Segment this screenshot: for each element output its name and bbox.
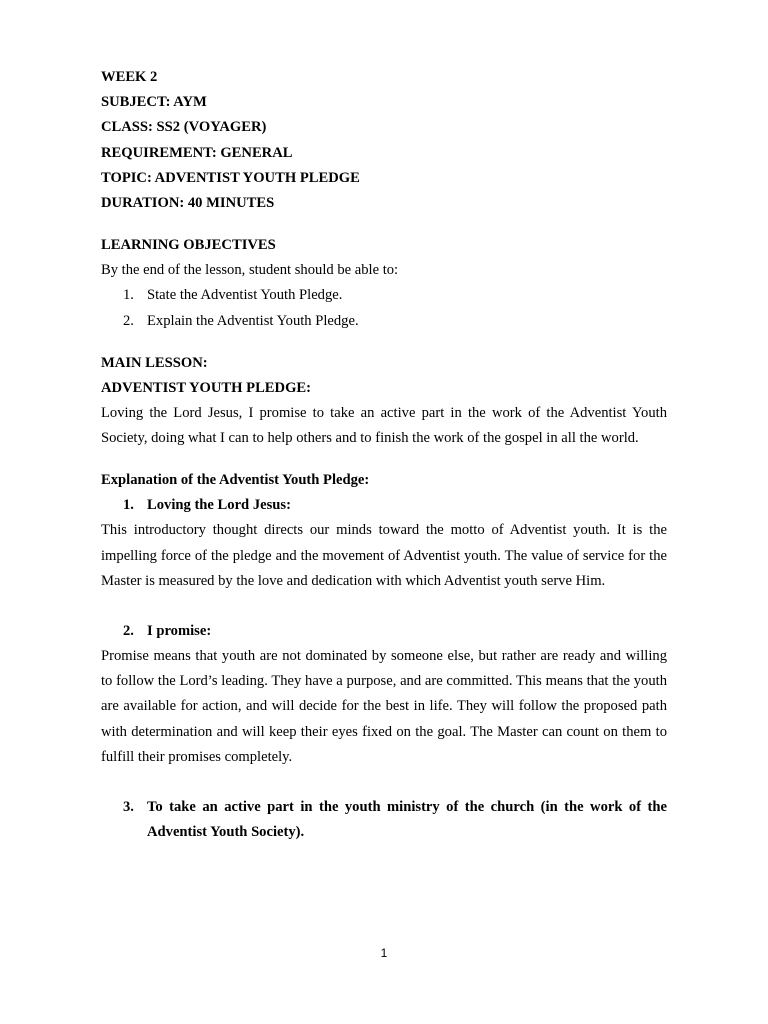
- subject-label: SUBJECT: AYM: [101, 94, 207, 111]
- class-label: CLASS: SS2 (VOYAGER): [101, 119, 267, 136]
- point-body: Promise means that youth are not dominated by someone else, but rather are ready and willing to follow the Lord’s leading. They have a purpose, and are committed. This means that the youth are available for action, and will decide for the best in life. They will follow the proposed path with determination and will keep their eyes fixed on the goal. The Master can count on them to fulfill their promises completely.: [101, 648, 667, 765]
- explanation-section: [101, 468, 667, 845]
- objective-number: 1.: [123, 287, 134, 304]
- main-lesson-heading: MAIN LESSON:: [101, 354, 208, 371]
- page-number: 1: [380, 946, 388, 960]
- point-title: I promise:: [147, 622, 212, 639]
- explanation-point-title: [101, 795, 667, 845]
- topic-label: TOPIC: ADVENTIST YOUTH PLEDGE: [101, 169, 360, 186]
- objective-text: Explain the Adventist Youth Pledge.: [147, 312, 359, 329]
- spacer: [101, 787, 667, 795]
- main-lesson-section: [101, 351, 667, 452]
- spacer: [101, 216, 667, 233]
- objective-text: State the Adventist Youth Pledge.: [147, 287, 343, 304]
- objectives-heading: LEARNING OBJECTIVES: [101, 236, 276, 253]
- explanation-heading: Explanation of the Adventist Youth Pledge:: [101, 472, 370, 489]
- point-number: 2.: [123, 622, 134, 639]
- spacer: [101, 594, 667, 611]
- explanation-point-title: [101, 493, 667, 518]
- objective-item: [101, 309, 667, 334]
- point-title: Loving the Lord Jesus:: [147, 497, 291, 514]
- pledge-heading: ADVENTIST YOUTH PLEDGE:: [101, 379, 312, 396]
- learning-objectives-section: [101, 233, 667, 334]
- explanation-point-title: [101, 619, 667, 644]
- duration-label: DURATION: 40 MINUTES: [101, 194, 275, 211]
- spacer: [101, 451, 667, 468]
- objective-number: 2.: [123, 312, 134, 329]
- point-number: 1.: [123, 497, 134, 514]
- pledge-text: Loving the Lord Jesus, I promise to take an active part in the work of the Adventist Youth Society, doing what I can to help others and to finish the work of the gospel in all the world.: [101, 404, 667, 447]
- spacer: [101, 770, 667, 787]
- objective-item: [101, 283, 667, 308]
- spacer: [101, 611, 667, 619]
- requirement-label: REQUIREMENT: GENERAL: [101, 144, 293, 161]
- document-page: [101, 65, 667, 845]
- point-number: 3.: [123, 798, 134, 815]
- point-body: This introductory thought directs our minds toward the motto of Adventist youth. It is the impelling force of the pledge and the movement of Adventist youth. The value of service for the Master is measured by the love and dedication with which Adventist youth serve Him.: [101, 522, 667, 589]
- point-title: To take an active part in the youth ministry of the church (in the work of the Adventist Youth Society).: [147, 798, 667, 841]
- week-label: WEEK 2: [101, 69, 158, 85]
- lesson-header: [101, 65, 667, 216]
- spacer: [101, 334, 667, 351]
- objectives-intro: By the end of the lesson, student should be able to:: [101, 262, 399, 279]
